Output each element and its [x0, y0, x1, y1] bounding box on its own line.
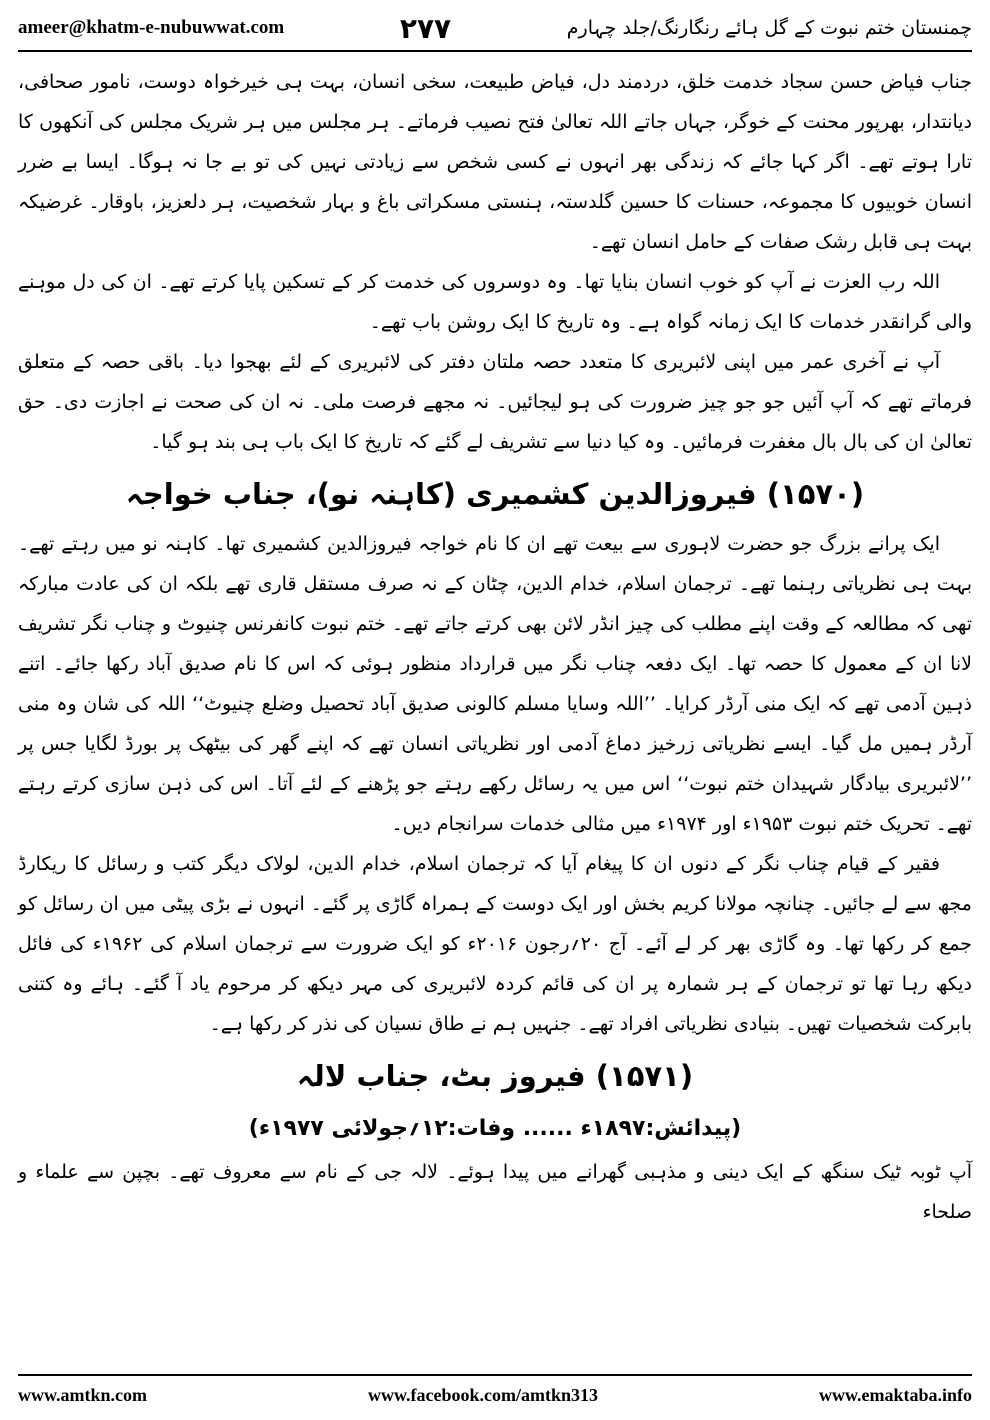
header-email: ameer@khatm-e-nubuwwat.com: [18, 17, 285, 38]
page-number: ۲۷۷: [399, 11, 452, 45]
birth-death-dates: (پیدائش:۱۸۹۷ء ...... وفات:۱۲؍جولائی ۱۹۷۷ء): [248, 1116, 742, 1141]
page-header: [18, 6, 972, 52]
paragraph: جناب فیاض حسن سجاد خدمت خلق، دردمند دل، فیاض طبیعت، سخی انسان، بہت ہی خیرخواہ دوست، نامور صحافی، دیانتدار، بھرپور محنت کے خوگر، جہاں جاتے اللہ تعالیٰ فتح نصیب فرماتے۔ ہر مجلس میں ہر شریک مجلس کی آنکھوں کا تارا ہوتے تھے۔ اگر کہا جائے کہ زندگی بھر انہوں نے کسی شخص سے زیادتی نہیں کی تو بے جا نہ ہوگا۔ ایسا بے ضرر انسان خوبیوں کا مجموعہ، حسنات کا حسین گلدستہ، ہنستی مسکراتی باغ و بہار شخصیت، ہر دلعزیز، باوقار۔ غرضیکہ بہت ہی قابل رشک صفات کے حامل انسان تھے۔: [18, 71, 972, 253]
book-title: چمنستان ختم نبوت کے گل ہائے رنگارنگ/جلد چہارم: [566, 17, 972, 39]
section-heading-1571: (۱۵۷۱) فیروز بٹ، جناب لالہ: [296, 1059, 694, 1093]
paragraph: آپ ٹوبہ ٹیک سنگھ کے ایک دینی و مذہبی گھرانے میں پیدا ہوئے۔ لالہ جی کے نام سے معروف تھے۔ بچپن سے علماء و صلحاء: [18, 1161, 972, 1223]
paragraph: ایک پرانے بزرگ جو حضرت لاہوری سے بیعت تھے ان کا نام خواجہ فیروزالدین کشمیری تھا۔ کاہنہ نو میں رہتے تھے۔ بہت ہی نظریاتی رہنما تھے۔ ترجمان اسلام، خدام الدین، چٹان کے نہ صرف مستقل قاری تھے بلکہ ان کی عادت مبارکہ تھی کہ مطالعہ کے وقت اپنے مطلب کی چیز انڈر لائن بھی کرتے جاتے تھے۔ ختم نبوت کانفرنس چنیوٹ و چناب نگر تشریف لانا ان کے معمول کا حصہ تھا۔ ایک دفعہ چناب نگر میں قرارداد منظور ہوئی کہ اس کا نام صدیق آباد رکھا جائے۔ اتنے ذہین آدمی تھے کہ ایک منی آرڈر کرایا۔ ’’اللہ وسایا مسلم کالونی صدیق آباد تحصیل وضلع چنیوٹ‘‘ اللہ کی شان وہ منی آرڈر ہمیں مل گیا۔ ایسے نظریاتی زرخیز دماغ آدمی اور نظریاتی انسان تھے کہ اپنے گھر کی بیٹھک پر بورڈ لگایا جس پر ’’لائبریری بیادگار شہیدان ختم نبوت‘‘ اس میں یہ رسائل رکھے رہتے جو پڑھنے کے لئے آتا۔ اس کی ذہن سازی کرتے رہتے تھے۔ تحریک ختم نبوت ۱۹۵۳ء اور ۱۹۷۴ء میں مثالی خدمات سرانجام دیں۔: [18, 533, 972, 835]
footer-link-facebook[interactable]: www.facebook.com/amtkn313: [367, 1384, 598, 1405]
section-heading-1570: (۱۵۷۰) فیروزالدین کشمیری (کاہنہ نو)، جناب خواجہ: [125, 477, 865, 511]
footer-link-emaktaba[interactable]: www.emaktaba.info: [818, 1384, 972, 1405]
footer-link-amtkn[interactable]: www.amtkn.com: [18, 1384, 147, 1405]
paragraph: اللہ رب العزت نے آپ کو خوب انسان بنایا تھا۔ وہ دوسروں کی خدمت کر کے تسکین پایا کرتے تھے۔ ان کی دل موہنے والی گرانقدر خدمات کا ایک زمانہ گواہ ہے۔ وہ تاریخ کا ایک روشن باب تھے۔: [18, 271, 972, 333]
page-footer: [18, 1374, 972, 1414]
page-body: [18, 62, 972, 1374]
paragraph: آپ نے آخری عمر میں اپنی لائبریری کا متعدد حصہ ملتان دفتر کی لائبریری کے لئے بھجوا دیا۔ باقی حصہ کے متعلق فرماتے تھے کہ آپ آئیں جو جو چیز ضرورت کی ہو لیجائیں۔ نہ مجھے فرصت ملی۔ نہ ان کی صحت نے اجازت دی۔ حق تعالیٰ ان کی بال بال مغفرت فرمائیں۔ وہ کیا دنیا سے تشریف لے گئے کہ تاریخ کا ایک باب ہی بند ہو گیا۔: [18, 351, 972, 453]
paragraph: فقیر کے قیام چناب نگر کے دنوں ان کا پیغام آیا کہ ترجمان اسلام، خدام الدین، لولاک دیگر کتب و رسائل کا ریکارڈ مجھ سے لے جائیں۔ چنانچہ مولانا کریم بخش اور ایک دوست کے ہمراہ گاڑی پر گئے۔ انہوں نے بڑی پیٹی میں ان رسائل کو جمع کر رکھا تھا۔ وہ گاڑی بھر کر لے آئے۔ آج ۲۰؍رجون ۲۰۱۶ء کو ایک ضرورت سے ترجمان اسلام کی ۱۹۶۲ء کی فائل دیکھ رہا تھا تو ترجمان کے ہر شمارہ پر ان کی قائم کردہ لائبریری کی مہر دیکھ کر مرحوم یاد آ گئے۔ ہائے وہ کتنی بابرکت شخصیات تھیں۔ بنیادی نظریاتی افراد تھے۔ جنہیں ہم نے طاق نسیان کی نذر کر رکھا ہے۔: [18, 853, 972, 1035]
